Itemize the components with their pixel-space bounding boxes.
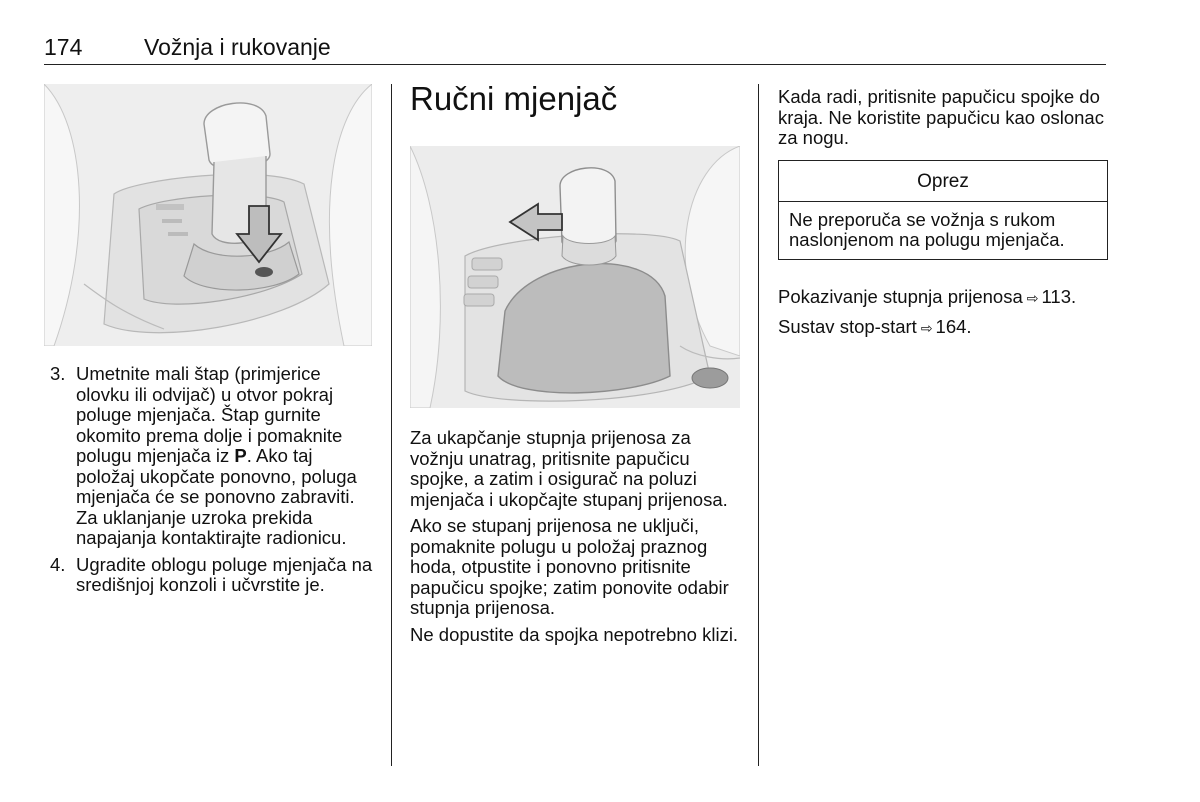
page-header (44, 34, 1106, 66)
figure-shift-lever-release (44, 84, 372, 346)
page-reference-icon: ⇨ (920, 319, 933, 336)
gear-position-label: P (234, 445, 247, 466)
column-divider-left (391, 84, 392, 766)
page-reference-icon: ⇨ (1026, 290, 1039, 306)
header-rule (44, 64, 1106, 65)
manual-gearbox-heading: Ručni mjenjač (410, 80, 618, 117)
page-number: 174 (44, 34, 83, 60)
reference-link-gear-indicator[interactable]: Pokazivanje stupnja prijenosa ⇨ 113. (778, 286, 1077, 307)
caution-box (778, 160, 1108, 260)
column-divider-right (758, 84, 759, 766)
paragraph: Ako se stupanj prijenosa ne uključi, pomaknite polugu u položaj praznog hoda, otpustite i ponovno pritisnite papučicu spojke; zatim ponovite odabir stupnja prijenosa. (410, 515, 729, 618)
caution-text: Ne preporuča se vožnja s rukom naslonjenom na polugu mjenjača. (789, 208, 1065, 250)
clutch-intro-text: Kada radi, pritisnite papučicu spojke do kraja. Ne koristite papučicu kao oslonac za nogu. (778, 86, 1104, 148)
step-number: 4. (50, 553, 66, 575)
step-text: Ugradite oblogu poluge mjenjača na središnjoj konzoli i učvrstite je. (76, 553, 373, 595)
list-item (50, 555, 375, 596)
reference-page: 164. (935, 315, 972, 337)
section-title: Vožnja i rukovanje (144, 34, 331, 60)
step-text: Umetnite mali štap (primjerice olovku ili odvijač) u otvor pokraj poluge mjenjača. Štap gurnite okomito prema dolje i pomaknite polugu mjenjača iz P. Ako taj položaj ukopčate ponovno, poluga mjenjača će se ponovno zabraviti. Za uklanjanje uzroka prekida napajanja kontaktirajte radionicu. (76, 363, 357, 548)
paragraph: Ne dopustite da spojka nepotrebno klizi. (410, 623, 739, 645)
step-number: 3. (50, 363, 66, 384)
paragraph: Za ukapčanje stupnja prijenosa za vožnju unatrag, pritisnite papučicu spojke, a zatim i osigurač na poluzi mjenjača i ukopčajte stupanj prijenosa. (410, 427, 728, 510)
manual-gearbox-text (410, 428, 745, 651)
caution-title: Oprez (779, 161, 1107, 202)
reference-page: 113. (1041, 286, 1077, 307)
cross-references (778, 287, 1113, 346)
figure-manual-gearbox (410, 146, 740, 408)
list-item (50, 364, 375, 549)
instruction-steps (50, 364, 375, 602)
reference-link-stop-start[interactable]: Sustav stop-start ⇨ 164. (778, 315, 972, 337)
